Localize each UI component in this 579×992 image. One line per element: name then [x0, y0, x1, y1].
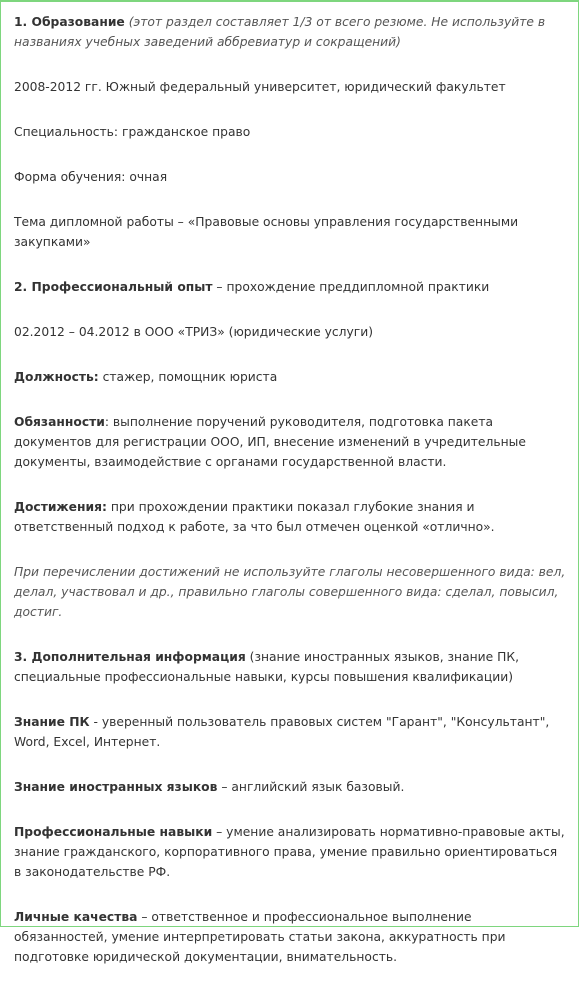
achievements-paragraph: [14, 497, 568, 537]
position-paragraph: [14, 367, 568, 387]
languages-value: – английский язык базовый.: [217, 780, 405, 794]
education-heading: 1. Образование: [14, 15, 125, 29]
experience-heading: 2. Профессиональный опыт: [14, 280, 213, 294]
languages-paragraph: [14, 777, 568, 797]
education-form: Форма обучения: очная: [14, 170, 168, 184]
position-value: стажер, помощник юриста: [98, 370, 278, 384]
additional-heading-rest: (знание иностранных языков, знание ПК, специальные профессиональные навыки, курсы повышения квалификации): [14, 650, 520, 684]
pc-value: - уверенный пользователь правовых систем "Гарант", "Консультант", Word, Excel, Интернет.: [14, 715, 550, 749]
experience-heading-rest: – прохождение преддипломной практики: [212, 280, 490, 294]
education-note: (этот раздел составляет 1/3 от всего резюме. Не используйте в названиях учебных заведений аббревиатур и сокращений): [14, 15, 546, 49]
additional-heading-paragraph: [14, 647, 568, 687]
education-specialty: Специальность: гражданское право: [14, 125, 251, 139]
personal-paragraph: [14, 907, 568, 967]
personal-value: – ответственное и профессиональное выполнение обязанностей, умение интерпретировать статьи закона, аккуратность при подготовке юридической документации, внимательность.: [14, 910, 506, 964]
education-university: 2008-2012 гг. Южный федеральный университет, юридический факультет: [14, 80, 506, 94]
education-thesis: Тема дипломной работы – «Правовые основы управления государственными закупками»: [14, 215, 519, 249]
position-label: Должность:: [14, 370, 99, 384]
pc-label: Знание ПК: [14, 715, 90, 729]
skills-value: – умение анализировать нормативно-правовые акты, знание гражданского, корпоративного права, умение правильно ориентироваться в законодательстве РФ.: [14, 825, 565, 879]
advice-text: При перечислении достижений не используйте глаголы несовершенного вида: вел, делал, участвовал и др., правильно глаголы совершенного вида: сделал, повысил, достиг.: [14, 565, 566, 619]
achievements-label: Достижения:: [14, 500, 107, 514]
duties-paragraph: [14, 412, 568, 472]
advice-paragraph: [14, 562, 568, 622]
skills-paragraph: [14, 822, 568, 882]
duties-label: Обязанности: [14, 415, 105, 429]
additional-heading: 3. Дополнительная информация: [14, 650, 246, 664]
skills-label: Профессиональные навыки: [14, 825, 213, 839]
education-heading-paragraph: [14, 12, 568, 52]
pc-paragraph: [14, 712, 568, 752]
languages-label: Знание иностранных языков: [14, 780, 218, 794]
resume-content: [14, 12, 568, 992]
achievements-value: при прохождении практики показал глубокие знания и ответственный подход к работе, за что был отмечен оценкой «отлично».: [14, 500, 495, 534]
experience-period: 02.2012 – 04.2012 в ООО «ТРИЗ» (юридические услуги): [14, 325, 373, 339]
personal-label: Личные качества: [14, 910, 138, 924]
duties-value: : выполнение поручений руководителя, подготовка пакета документов для регистрации ООО, ИП, внесение изменений в учредительные документы, взаимодействие с органами государственной власти.: [14, 415, 526, 469]
experience-heading-paragraph: [14, 277, 568, 297]
